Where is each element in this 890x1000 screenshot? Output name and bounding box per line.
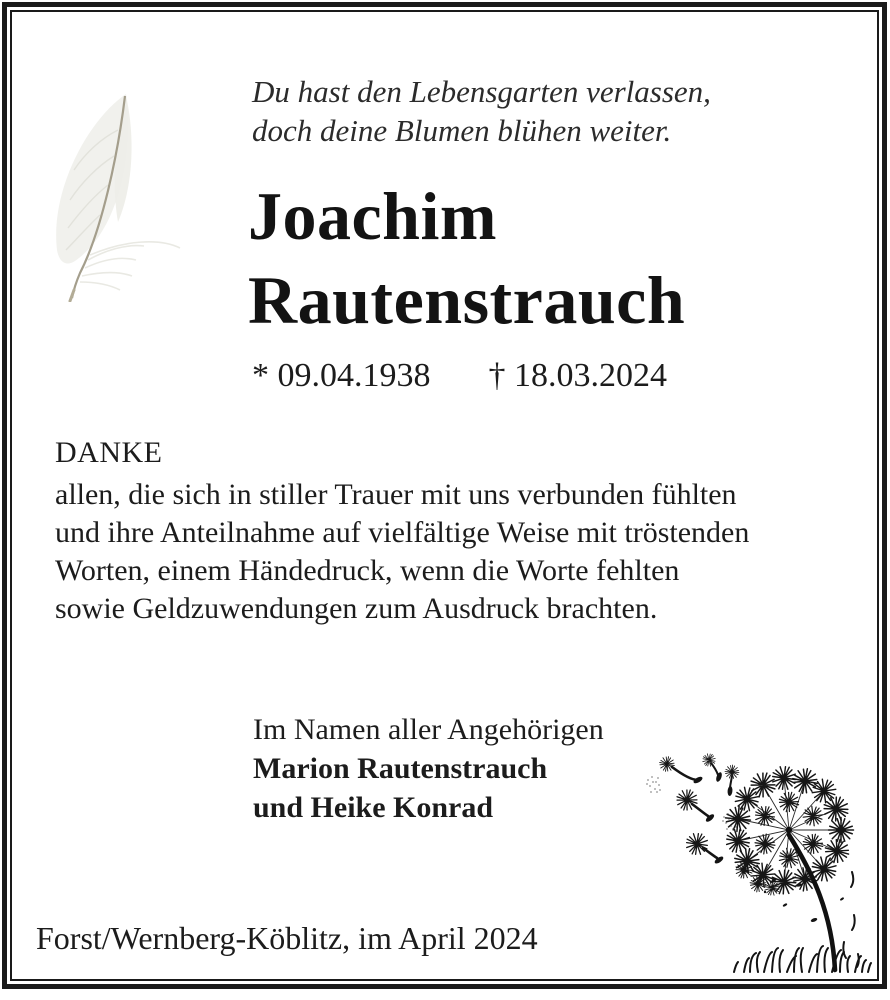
thanks-body-line: allen, die sich in stiller Trauer mit uns verbunden fühlten	[55, 478, 737, 511]
feather-image	[30, 90, 205, 302]
deceased-name	[248, 174, 685, 342]
epigraph	[252, 72, 711, 150]
thanks-body	[55, 476, 749, 628]
epigraph-line1: Du hast den Lebensgarten verlassen,	[252, 74, 711, 109]
mourner-name-2: und Heike Konrad	[253, 791, 494, 824]
life-dates	[252, 356, 667, 396]
dandelion-image	[622, 732, 874, 975]
mourner-name-1: Marion Rautenstrauch	[253, 752, 548, 785]
attribution	[253, 710, 604, 827]
thanks-heading: DANKE	[55, 436, 163, 469]
thanks-body-line: sowie Geldzuwendungen zum Ausdruck brachten.	[55, 592, 658, 625]
deceased-first-name: Joachim	[248, 178, 498, 254]
place-date: Forst/Wernberg-Köblitz, im April 2024	[36, 920, 538, 956]
grass	[734, 946, 871, 972]
death-date: † 18.03.2024	[488, 357, 667, 394]
dandelion-icon	[622, 732, 874, 975]
feather-icon	[30, 90, 205, 302]
thanks-body-line: Worten, einem Händedruck, wenn die Worte fehlten	[55, 554, 680, 587]
deceased-last-name: Rautenstrauch	[248, 262, 686, 338]
thanks-body-line: und ihre Anteilnahme auf vielfältige Weise mit tröstenden	[55, 516, 750, 549]
attribution-intro: Im Namen aller Angehörigen	[253, 713, 604, 746]
epigraph-line2: doch deine Blumen blühen weiter.	[252, 113, 672, 148]
birth-date: * 09.04.1938	[252, 357, 431, 394]
